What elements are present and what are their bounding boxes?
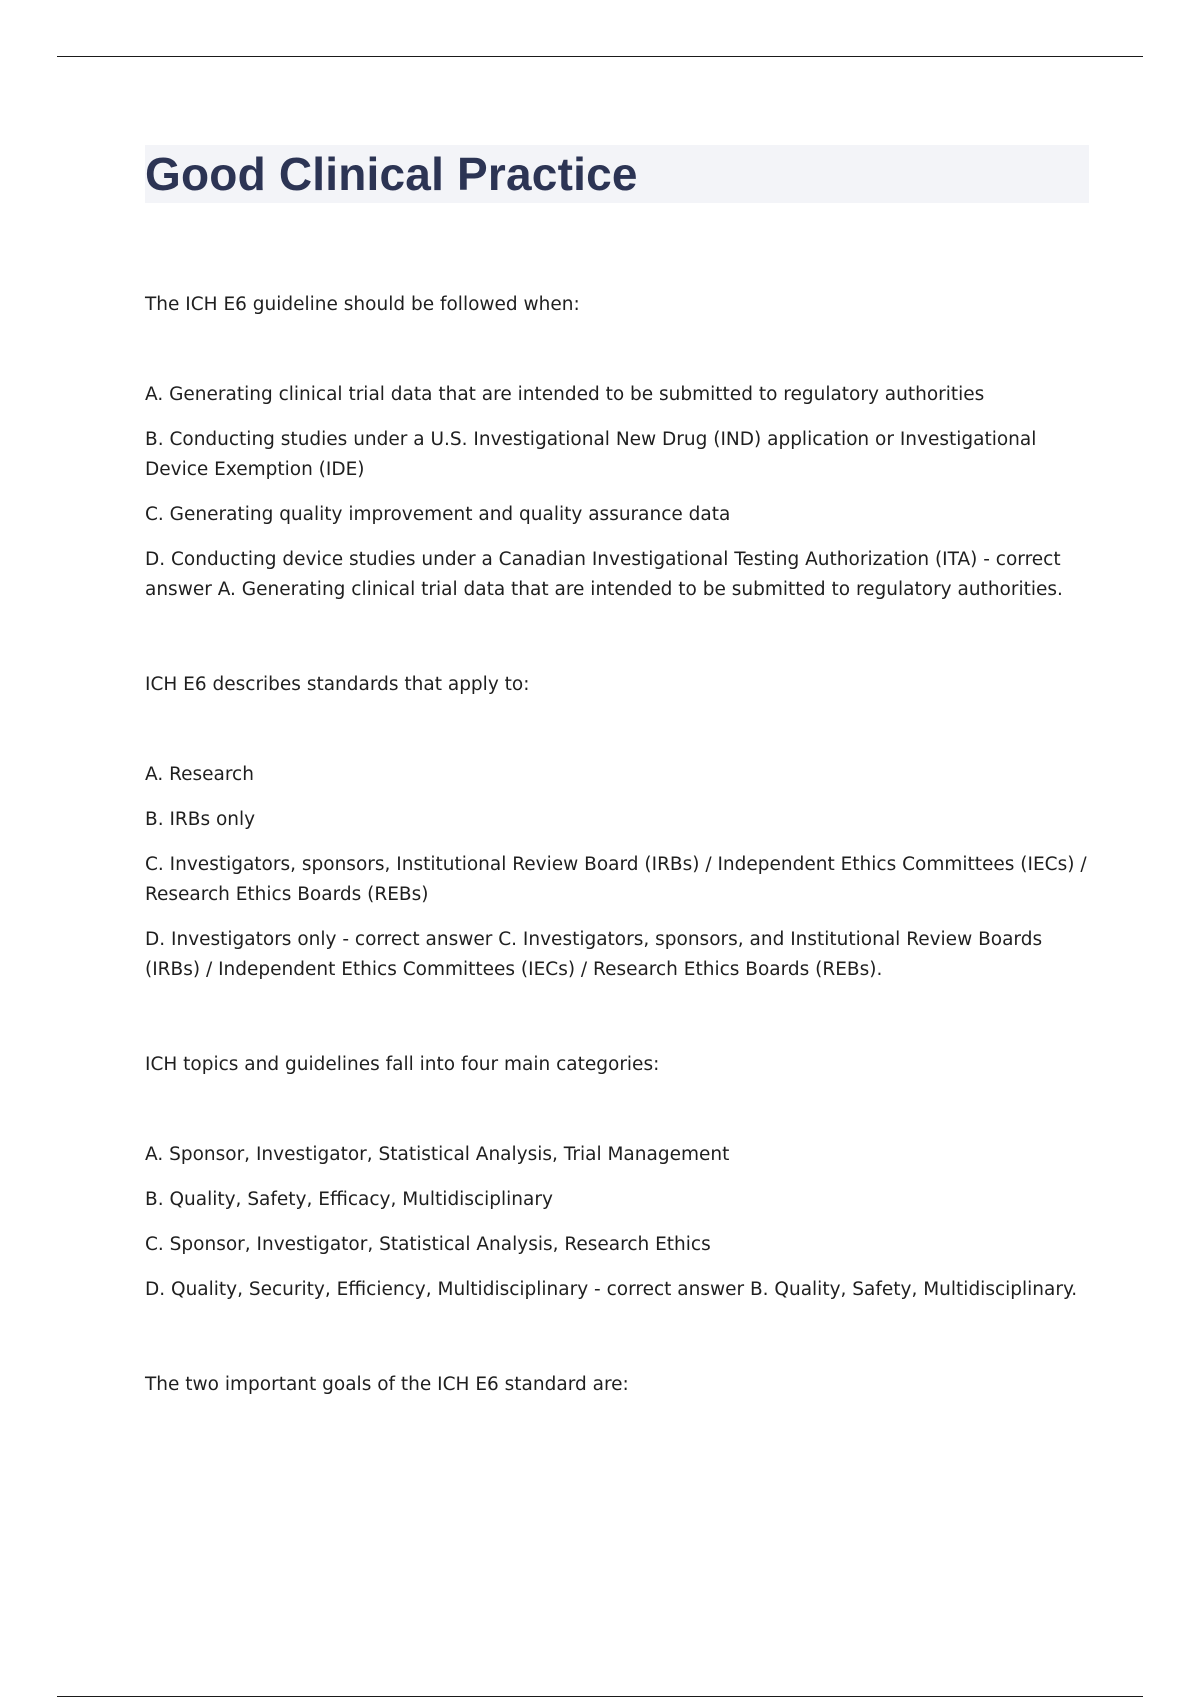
answer-option: A. Generating clinical trial data that are intended to be submitted to regulatory authorities — [145, 384, 985, 405]
answer-option: A. Sponsor, Investigator, Statistical Analysis, Trial Management — [145, 1144, 730, 1165]
document-body — [145, 290, 1090, 1465]
top-rule — [57, 56, 1143, 57]
bottom-rule — [57, 1696, 1143, 1697]
answer-option: D. Quality, Security, Efficiency, Multidisciplinary - correct answer B. Quality, Safety, Multidisciplinary. — [145, 1279, 1078, 1300]
question-prompt: The two important goals of the ICH E6 standard are: — [145, 1374, 629, 1395]
answer-option: B. Conducting studies under a U.S. Investigational New Drug (IND) application or Investigational Device Exemption (IDE) — [145, 429, 1037, 480]
question-prompt: The ICH E6 guideline should be followed when: — [145, 294, 580, 315]
question-block — [145, 1050, 1090, 1305]
answer-option: A. Research — [145, 764, 254, 785]
question-prompt: ICH topics and guidelines fall into four main categories: — [145, 1054, 660, 1075]
answer-option: C. Investigators, sponsors, Institutional Review Board (IRBs) / Independent Ethics Committees (IECs) / Research Ethics Boards (REBs) — [145, 854, 1087, 905]
question-block — [145, 290, 1090, 605]
answer-option: D. Investigators only - correct answer C. Investigators, sponsors, and Institutional Review Boards (IRBs) / Independent Ethics Committees (IECs) / Research Ethics Boards (REBs). — [145, 929, 1043, 980]
answer-option: B. IRBs only — [145, 809, 256, 830]
answer-option: C. Sponsor, Investigator, Statistical Analysis, Research Ethics — [145, 1234, 711, 1255]
answer-option: C. Generating quality improvement and quality assurance data — [145, 504, 731, 525]
question-prompt: ICH E6 describes standards that apply to: — [145, 674, 530, 695]
question-block — [145, 670, 1090, 985]
question-block — [145, 1370, 1090, 1400]
document-title: Good Clinical Practice — [145, 148, 638, 200]
answer-option: D. Conducting device studies under a Canadian Investigational Testing Authorization (ITA) - correct answer A. Generating clinical trial data that are intended to be submitted to regulatory authorities. — [145, 549, 1063, 600]
answer-option: B. Quality, Safety, Efficacy, Multidisciplinary — [145, 1189, 553, 1210]
